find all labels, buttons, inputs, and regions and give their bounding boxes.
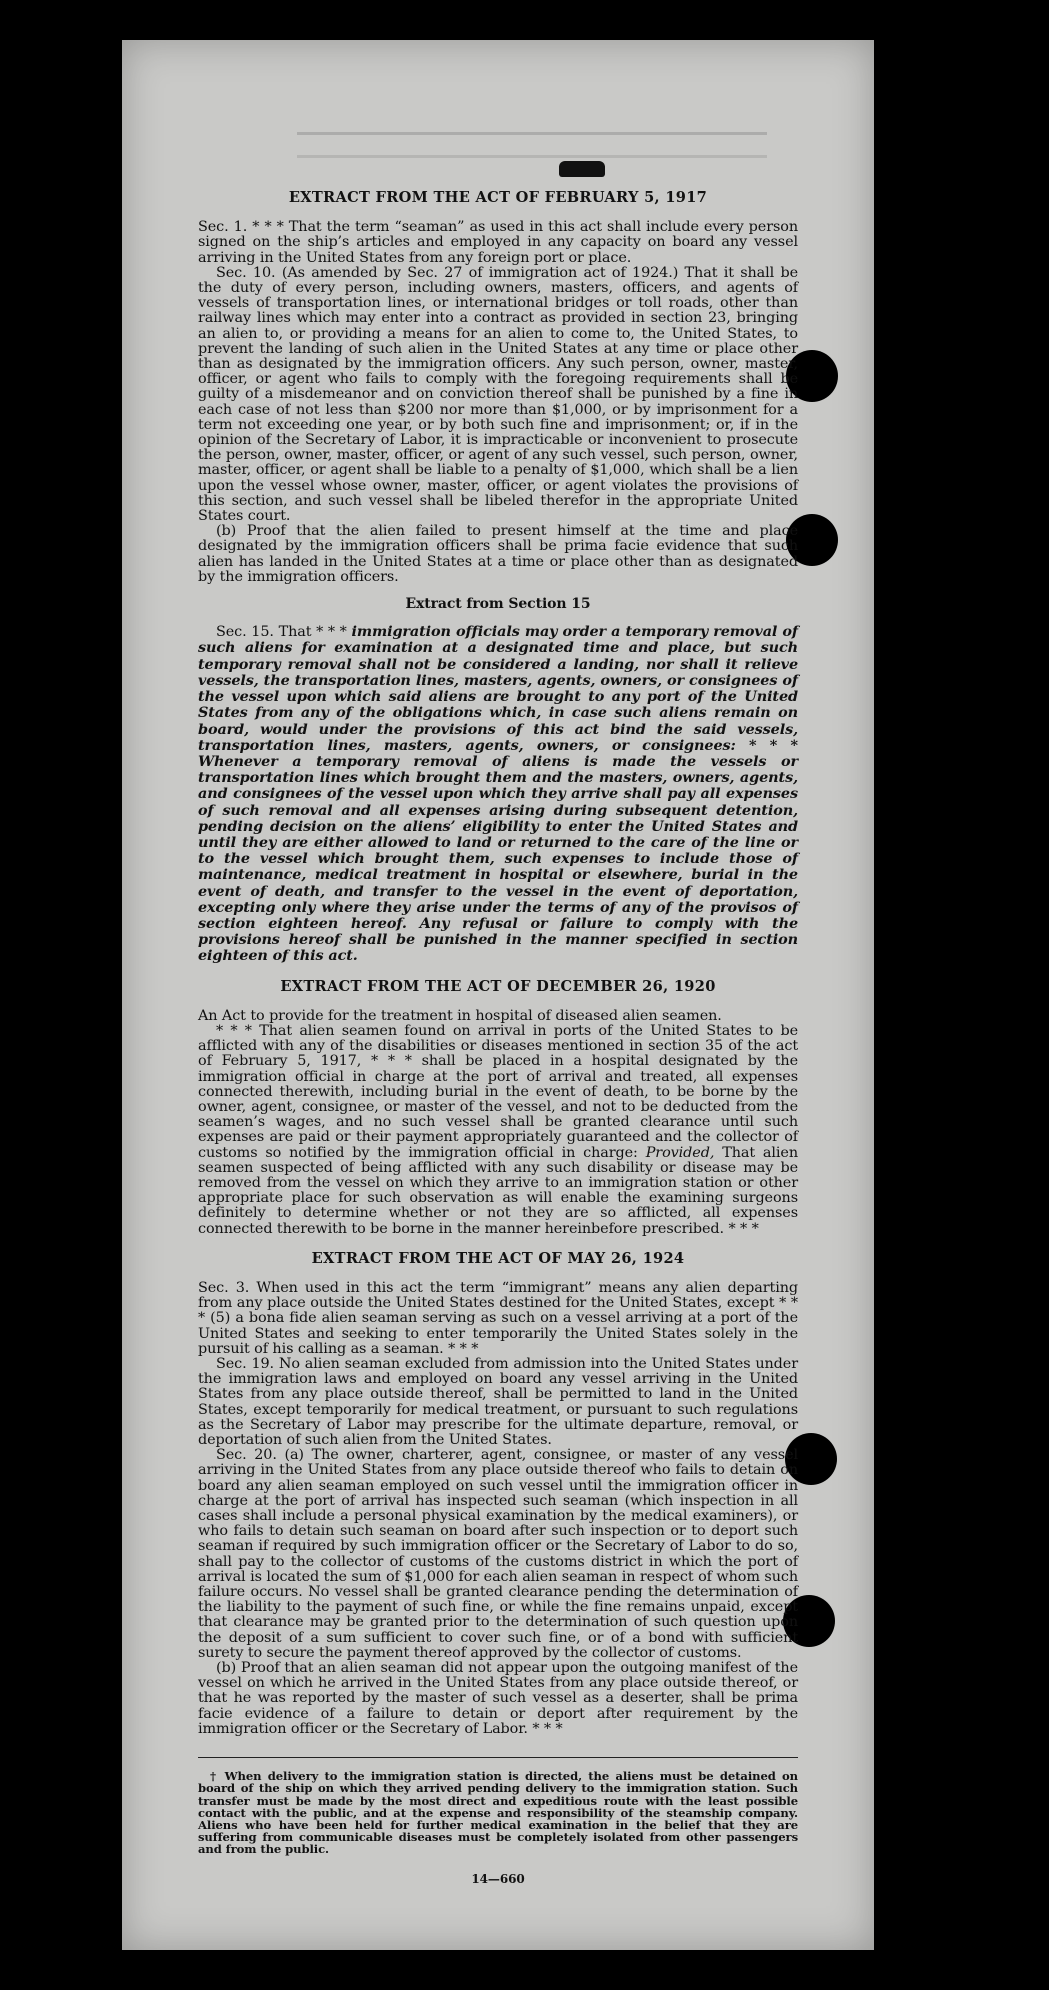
footnote: † When delivery to the immigration station is directed, the aliens must be detained on board of the ship on which they arrived pending delivery to the immigration station. Such transfer must be made by the most direct and expeditious route with the least possible contact with the public, and at the expense and responsibility of the steamship company. Aliens who have been held for further medical examination in the belief that they are suffering from communicable diseases must be completely isolated from other passengers and from the public. bbox=[198, 1769, 798, 1857]
paragraph: Sec. 10. (As amended by Sec. 27 of immigration act of 1924.) That it shall be the duty of every person, including owners, masters, officers, and agents of vessels of transportation lines, or international bridges or toll roads, other than railway lines which may enter into a contract as provided in section 23, bringing an alien to, or providing a means for an alien to come to, the United States, to prevent the landing of such alien in the United States at any time or place other than as designated by the immigration officers. Any such person, owner, master, officer, or agent who fails to comply with the foregoing requirements shall be guilty of a misdemeanor and on conviction thereof shall be punished by a fine in each case of not less than $200 nor more than $1,000, or by imprisonment for a term not exceeding one year, or by both such fine and imprisonment; or, if in the opinion of the Secretary of Labor, it is impracticable or inconvenient to prosecute the person, owner, master, officer, or agent of any such vessel, such person, owner, master, officer, or agent shall be liable to a penalty of $1,000, which shall be a lien upon the vessel whose owner, master, officer, or agent violates the provisions of this section, and such vessel shall be libeled therefor in the appropriate United States court. bbox=[198, 264, 798, 525]
paragraph: (b) Proof that the alien failed to present himself at the time and place designated by the immigration officers shall be prima facie evidence that such alien has landed in the United States at a time or place other than as designated by the immigration officers. bbox=[198, 523, 798, 585]
paragraph: (b) Proof that an alien seaman did not appear upon the outgoing manifest of the vessel on which he arrived in the United States from any place outside thereof, or that he was reported by the master of such vessel as a deserter, shall be prima facie evidence of a failure to detain or deport after requirement by the immigration officer or the Secretary of Labor. * * * bbox=[198, 1660, 798, 1737]
paragraph: An Act to provide for the treatment in hospital of diseased alien seamen. bbox=[198, 1007, 722, 1024]
paragraph-text: That alien seamen suspected of being afflicted with any such disability or disease may be removed from the vessel on which they arrive to an immigration station or other appropriate place for such observation as will enable the examining surgeons definitely to determine whether or not they are so afflicted, all expenses connected therewith to be borne in the manner hereinbefore prescribed. * * * bbox=[198, 1144, 799, 1237]
paragraph-italic: Provided, bbox=[645, 1144, 715, 1161]
bleed-through-header bbox=[297, 132, 767, 158]
paragraph: Sec. 1. * * * That the term “seaman” as used in this act shall include every person signed on the ship’s articles and employed in any capacity on board any vessel arriving in the United States from any foreign port or place. bbox=[198, 219, 798, 266]
ink-mark bbox=[559, 161, 605, 177]
document-body bbox=[198, 190, 798, 1887]
footnote-divider bbox=[198, 1757, 798, 1758]
section-heading: EXTRACT FROM THE ACT OF FEBRUARY 5, 1917 bbox=[288, 189, 708, 206]
document-page bbox=[122, 40, 874, 1950]
paragraph-italic: immigration officials may order a temporary removal of such aliens for examination at a designated time and place, but such temporary removal shall not be considered a landing, nor shall it relieve vessels, the transportation lines, masters, agents, owners, or consignees of the vessel upon which said aliens are brought to any port of the United States from any of the obligations which, in case such aliens remain on board, would under the provisions of this act bind the said vessels, transportation lines, masters, agents, owners, or consignees: * * * Whenever a temporary removal of aliens is made the vessels or transportation lines which brought them and the masters, owners, agents, and consignees of the vessel upon which they arrive shall pay all expenses of such removal and all expenses arising during subsequent detention, pending decision on the aliens’ eligibility to enter the United States and until they are either allowed to land or returned to the care of the line or to the vessel which brought them, such expenses to include those of maintenance, medical treatment in hospital or elsewhere, burial in the event of death, and transfer to the vessel in the event of deportation, excepting only where they arise under the terms of any of the provisos of section eighteen hereof. Any refusal or failure to comply with the provisions hereof shall be punished in the manner specified in section eighteen of this act. bbox=[198, 623, 798, 965]
paragraph bbox=[198, 624, 798, 964]
paragraph-lead: Sec. 15. That * * * bbox=[216, 624, 347, 641]
paragraph-text: * * * That alien seamen found on arrival in ports of the United States to be afflicted with any of the disabilities or diseases mentioned in section 35 of the act of February 5, 1917, * * * shall be placed in a hospital designated by the immigration official in charge at the port of arrival and treated, all expenses connected therewith, including burial in the event of death, to be borne by the owner, agent, consignee, or master of the vessel, and not to be deducted from the seamen’s wages, and no such vessel shall be granted clearance until such expenses are paid or their payment appropriately guaranteed and the collector of customs so notified by the immigration official in charge: bbox=[198, 1022, 798, 1161]
paragraph: Sec. 20. (a) The owner, charterer, agent, consignee, or master of any vessel arriving in the United States from any place outside thereof who fails to detain on board any alien seaman employed on such vessel until the immigration officer in charge at the port of arrival has inspected such seaman (which inspection in all cases shall include a personal physical examination by the medical examiners), or who fails to detain such seaman on board after such inspection or to deport such seaman if required by such immigration officer or the Secretary of Labor to do so, shall pay to the collector of customs of the customs district in which the port of arrival is located the sum of $1,000 for each alien seaman in respect of whom such failure occurs. No vessel shall be granted clearance pending the determination of the liability to the payment of such fine, or while the fine remains unpaid, except that clearance may be granted prior to the determination of such question upon the deposit of a sum sufficient to cover such fine, or of a bond with sufficient surety to secure the payment thereof approved by the collector of customs. bbox=[198, 1447, 798, 1661]
section-heading: EXTRACT FROM THE ACT OF DECEMBER 26, 1920 bbox=[280, 977, 716, 995]
paragraph: Sec. 3. When used in this act the term “immigrant” means any alien departing from any place outside the United States destined for the United States, except * * * (5) a bona fide alien seaman serving as such on a vessel arriving at a port of the United States and seeking to enter temporarily the United States solely in the pursuit of his calling as a seaman. * * * bbox=[198, 1280, 798, 1357]
page-number: 14—660 bbox=[471, 1871, 525, 1886]
section-heading: EXTRACT FROM THE ACT OF MAY 26, 1924 bbox=[311, 1249, 685, 1267]
paragraph bbox=[198, 1024, 798, 1237]
subsection-heading: Extract from Section 15 bbox=[405, 596, 591, 613]
paragraph: Sec. 19. No alien seaman excluded from admission into the United States under the immigration laws and employed on board any vessel arriving in the United States from any place outside thereof, shall be permitted to land in the United States, except temporarily for medical treatment, or pursuant to such regulations as the Secretary of Labor may prescribe for the ultimate departure, removal, or deportation of such alien from the United States. bbox=[198, 1356, 798, 1449]
